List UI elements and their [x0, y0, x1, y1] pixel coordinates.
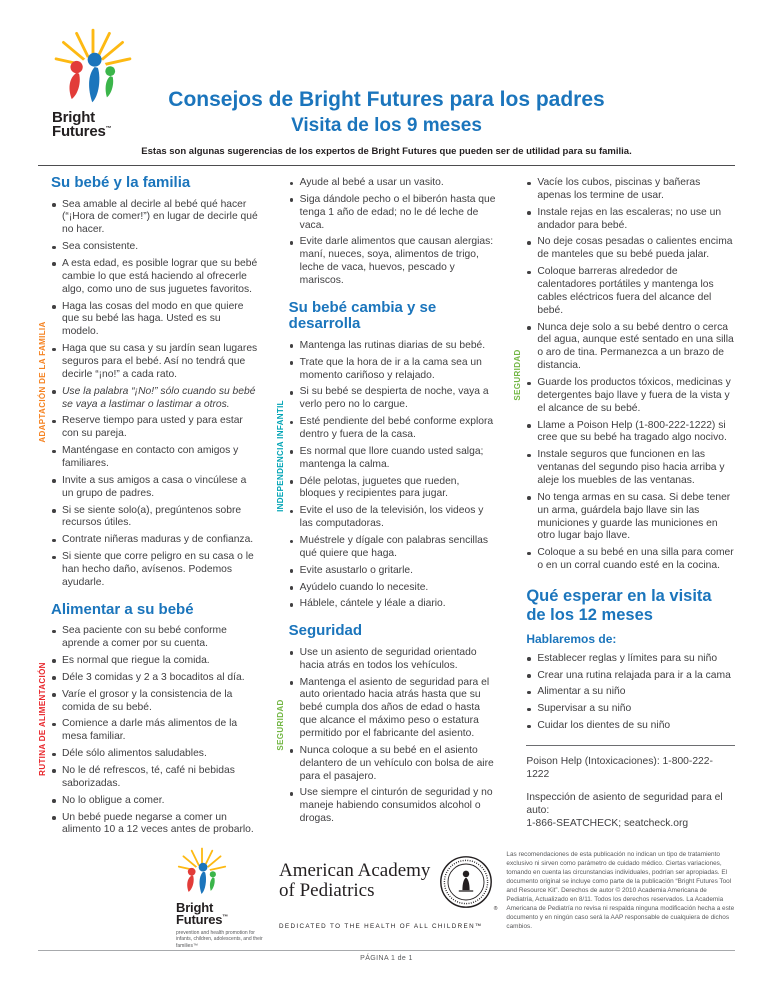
bullet-item: Instale seguros que funcionen en las ventanas del segundo piso hacia arriba y aleje los muebles de las ventanas. [526, 449, 735, 488]
next-visit-subheading: Hablaremos de: [526, 631, 617, 646]
bright-futures-footer-logo [176, 846, 266, 950]
aap-name [279, 861, 430, 901]
brand-line2: Futures [176, 912, 223, 928]
contact-info [526, 745, 735, 831]
bullet-item: Vacíe los cubos, piscinas y bañeras apenas los termine de usar. [526, 177, 735, 203]
section-safety [275, 622, 498, 826]
bullet-item: Use un asiento de seguridad orientado hacia atrás en todos los vehículos. [289, 647, 498, 673]
aap-logo-block [279, 860, 498, 930]
column-3 [513, 175, 735, 841]
bullet-item: Nunca deje solo a su bebé dentro o cerca del agua, aunque esté sentado en una silla o aro de tina. Permanezca a un brazo de distancia. [526, 322, 735, 373]
aap-motto: DEDICATED TO THE HEALTH OF ALL CHILDREN™ [279, 923, 483, 930]
bullet-item: Déle 3 comidas y 2 a 3 bocaditos al día. [51, 672, 260, 685]
bullet-list-feeding-continued [289, 177, 498, 288]
brand-line2: Futures [52, 123, 106, 141]
header [0, 0, 768, 166]
bullet-item: Manténgase en contacto con amigos y familiares. [51, 445, 260, 471]
bullet-item: Invite a sus amigos a casa o vincúlese a un grupo de padres. [51, 475, 260, 501]
bullet-item: Si su bebé se despierta de noche, vaya a verlo pero no lo cargue. [289, 386, 498, 412]
brand-line1: Bright [176, 900, 214, 915]
bullet-item: Comience a darle más alimentos de la mesa familiar. [51, 718, 260, 744]
bullet-item: Evite el uso de la televisión, los videos y las computadoras. [289, 505, 498, 531]
title-block [120, 88, 653, 157]
poison-help-line: Poison Help (Intoxicaciones): 1-800-222-1222 [526, 755, 713, 781]
bullet-item: Esté pendiente del bebé conforme explora dentro y fuera de la casa. [289, 416, 498, 442]
bullet-item: Evite darle alimentos que causan alergias: maní, nueces, soya, alimentos de trigo, leche de vaca, huevos, pescado y mariscos. [289, 236, 498, 287]
bright-futures-sun-icon-small [176, 846, 228, 895]
bullet-item: No lo obligue a comer. [51, 795, 260, 808]
bullet-item: Establecer reglas y límites para su niño [526, 653, 735, 666]
seat-check-line2: 1-866-SEATCHECK; seatcheck.org [526, 818, 689, 830]
sidebar-label-family-adaptation: ADAPTACIÓN DE LA FAMILIA [38, 321, 47, 443]
bullet-item: Siga dándole pecho o el biberón hasta que tenga 1 año de edad; no le dé leche de vaca. [289, 194, 498, 233]
bullet-item: Trate que la hora de ir a la cama sea un momento cariñoso y relajado. [289, 357, 498, 383]
bullet-item: Muéstrele y dígale con palabras sencillas qué quiere que haga. [289, 535, 498, 561]
bullet-item: Si siente que corre peligro en su casa o le han hecho daño, avísenos. Podemos ayudarle. [51, 551, 260, 590]
bullet-item: A esta edad, es posible lograr que su bebé cambie lo que está haciendo al ofrecerle algo, como uno de sus juguetes favoritos. [51, 258, 260, 297]
bullet-item: Es normal que llore cuando usted salga; mantenga la calma. [289, 446, 498, 472]
bullet-item: Varíe el grosor y la consistencia de la comida de su bebé. [51, 689, 260, 715]
header-divider [38, 165, 735, 166]
trademark-symbol: ™ [105, 126, 112, 133]
seat-check-line1: Inspección de asiento de seguridad para el auto: [526, 791, 723, 817]
section-safety-continued [513, 177, 735, 573]
sidebar-label-feeding-routine: RUTINA DE ALIMENTACIÓN [38, 662, 47, 777]
bullet-item: No le dé refrescos, té, café ni bebidas saborizadas. [51, 765, 260, 791]
intro-text: Estas son algunas sugerencias de los expertos de Bright Futures que pueden ser de utilidad para su familia. [141, 146, 632, 157]
aap-seal-icon [439, 855, 498, 914]
bullet-item: Es normal que riegue la comida. [51, 655, 260, 668]
page-number-bar [38, 950, 735, 962]
bullet-item: Evite asustarlo o gritarle. [289, 565, 498, 578]
page-number: PÁGINA 1 de 1 [360, 955, 413, 962]
content-columns [0, 175, 768, 841]
bullet-item: Sea amable al decirle al bebé qué hacer (“¡Hora de comer!”) en lugar de decirle qué no hacer. [51, 199, 260, 238]
page-title: Consejos de Bright Futures para los padres [168, 88, 605, 111]
column-1 [38, 175, 260, 841]
registered-symbol: ® [493, 906, 498, 912]
bullet-item: Haga las cosas del modo en que quiere que su bebé las haga. Usted es su modelo. [51, 301, 260, 340]
bullet-list-development [289, 340, 498, 611]
bullet-item: Ayude al bebé a usar un vasito. [289, 177, 498, 190]
bullet-item: Use siempre el cinturón de seguridad y no maneje habiendo consumidos alcohol o drogas. [289, 787, 498, 826]
bullet-item: Use la palabra “¡No!” sólo cuando su bebé se vaya a lastimar o lastimar a otros. [51, 386, 260, 412]
bullet-item: No deje cosas pesadas o calientes encima de manteles que su bebé pueda jalar. [526, 236, 735, 262]
bullet-list-family [51, 199, 260, 590]
bullet-item: Guarde los productos tóxicos, medicinas y detergentes bajo llave y fuera de la vista y el alcance de su bebé. [526, 377, 735, 416]
section-heading-family: Su bebé y la familia [51, 174, 191, 191]
section-feeding-continued [289, 177, 498, 288]
bullet-item: No tenga armas en su casa. Si debe tener un arma, guárdela bajo llave sin las municiones y guarde las municiones en otro lugar bajo llave. [526, 492, 735, 543]
sidebar-label-safety: SEGURIDAD [275, 699, 285, 751]
section-heading-next-visit: Qué esperar en la visita de los 12 meses [526, 587, 712, 624]
bullet-item: Alimentar a su niño [526, 686, 735, 699]
bullet-item: Cuidar los dientes de su niño [526, 720, 735, 733]
bright-futures-tagline: prevention and health promotion for infants, children, adolescents, and their families™ [176, 929, 263, 950]
section-family [38, 174, 260, 590]
bullet-item: Sea consistente. [51, 241, 260, 254]
bullet-list-feeding [51, 625, 260, 837]
sidebar-label-infant-independence: INDEPENDENCIA INFANTIL [275, 399, 285, 512]
bullet-item: Si se siente solo(a), pregúntenos sobre recursos útiles. [51, 505, 260, 531]
footer [38, 846, 735, 950]
column-2 [276, 175, 498, 841]
bullet-item: Mantenga las rutinas diarias de su bebé. [289, 340, 498, 353]
section-feeding [38, 600, 260, 838]
aap-name-line2: of Pediatrics [279, 879, 375, 901]
brand-line1: Bright [52, 109, 95, 126]
bullet-item: Llame a Poison Help (1-800-222-1222) si cree que su bebé ha tragado algo nocivo. [526, 420, 735, 446]
bullet-list-next-visit [526, 653, 735, 733]
section-heading-feeding: Alimentar a su bebé [51, 600, 194, 618]
bullet-item: Coloque a su bebé en una silla para comer o en un corral cuando esté en la cocina. [526, 547, 735, 573]
bullet-item: Déle pelotas, juguetes que rueden, bloques y recipientes para jugar. [289, 476, 498, 502]
bullet-item: Nunca coloque a su bebé en el asiento delantero de un vehículo con bolsa de aire para el pasajero. [289, 745, 498, 784]
bullet-item: Coloque barreras alrededor de calentadores portátiles y mantenga los cables eléctricos fuera del alcance del bebé. [526, 266, 735, 317]
bullet-item: Ayúdelo cuando lo necesite. [289, 582, 498, 595]
bullet-item: Supervisar a su niño [526, 703, 735, 716]
bullet-list-safety [289, 647, 498, 826]
bright-futures-footer-wordmark [176, 902, 266, 927]
section-heading-safety: Seguridad [288, 622, 363, 640]
trademark-symbol: ™ [222, 915, 229, 922]
bullet-item: Un bebé puede negarse a comer un alimento 10 a 12 veces antes de probarlo. [51, 812, 260, 838]
bullet-item: Mantenga el asiento de seguridad para el auto orientado hacia atrás hasta que su bebé cumpla dos años de edad o hasta que alcance el máximo peso o estatura permitido por el fabricante del asiento. [289, 677, 498, 741]
sidebar-label-safety-2: SEGURIDAD [513, 349, 523, 401]
bullet-item: Déle sólo alimentos saludables. [51, 748, 260, 761]
bullet-item: Reserve tiempo para usted y para estar con su pareja. [51, 415, 260, 441]
aap-name-line1: American Academy [279, 860, 431, 881]
section-heading-development: Su bebé cambia y se desarrolla [288, 298, 437, 333]
visit-title: Visita de los 9 meses [291, 115, 482, 136]
bullet-item: Contrate niñeras maduras y de confianza. [51, 534, 260, 547]
section-development [275, 298, 498, 611]
bullet-item: Sea paciente con su bebé conforme aprende a comer por su cuenta. [51, 625, 260, 651]
legal-fine-print: Las recomendaciones de esta publicación no indican un tipo de tratamiento exclusivo ni sirven como parámetro de cuidado médico. Ciertas variaciones, tomando en cuenta las circunstancias individuales, podrían ser apropiadas. El documento original se incluye como parte de la publicación “Bright Futures Tool and Resource Kit”. Derechos de autor © 2010 Academia Americana de Pediatría, Actualizado en 8/11. Todos los derechos reservados. La Academia Americana de Pediatría no revisa ni respalda ninguna modificación hecha a este documento y en ningún caso será la AAP responsable de cualquiera de dichos cambios. [506, 851, 735, 930]
bullet-item: Instale rejas en las escaleras; no use un andador para bebé. [526, 207, 735, 233]
bullet-item: Háblele, cántele y léale a diario. [289, 598, 498, 611]
section-next-visit [526, 587, 735, 733]
bullet-item: Crear una rutina relajada para ir a la cama [526, 670, 735, 683]
bullet-item: Haga que su casa y su jardín sean lugares seguros para el bebé. Así no tendrá que decirle “¡no!” a cada rato. [51, 343, 260, 382]
bullet-list-safety-continued [526, 177, 735, 573]
